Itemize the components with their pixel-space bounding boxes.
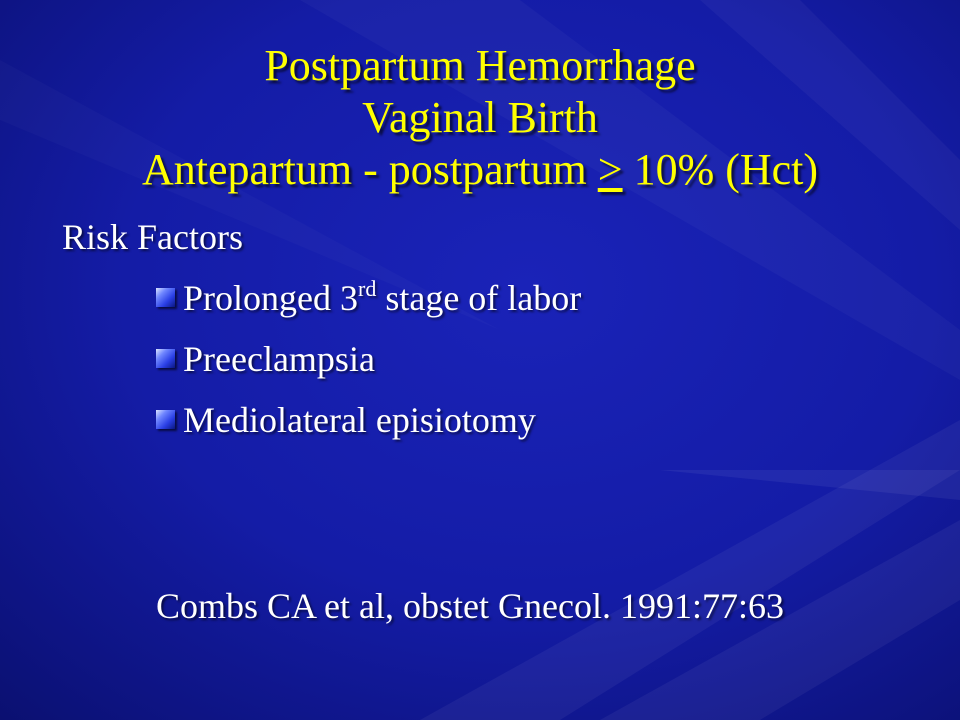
square-bullet-icon xyxy=(156,349,175,368)
bullet-text-episiotomy: Mediolateral episiotomy xyxy=(183,400,536,440)
square-bullet-icon xyxy=(156,288,175,307)
title-line-3-before: Antepartum - postpartum xyxy=(141,145,598,194)
title-line-2: Vaginal Birth xyxy=(362,93,598,142)
list-item xyxy=(156,273,581,334)
bullet-text-preeclampsia: Preeclampsia xyxy=(183,339,375,379)
risk-factors-heading: Risk Factors xyxy=(62,217,244,257)
title-line-1: Postpartum Hemorrhage xyxy=(264,41,696,90)
title-line-3-after: 10% (Hct) xyxy=(622,145,819,194)
list-item xyxy=(156,395,581,456)
bullet-text-prolonged-before: Prolonged 3 xyxy=(183,278,358,318)
title-line-3 xyxy=(0,144,960,196)
square-bullet-icon xyxy=(156,410,175,429)
greater-equal-symbol: > xyxy=(597,145,623,194)
risk-factor-list xyxy=(156,273,581,456)
bullet-superscript-rd: rd xyxy=(358,276,377,301)
citation: Combs CA et al, obstet Gnecol. 1991:77:63 xyxy=(156,586,784,626)
slide-title xyxy=(0,40,960,196)
bullet-text-prolonged-after: stage of labor xyxy=(376,278,582,318)
list-item xyxy=(156,334,581,395)
